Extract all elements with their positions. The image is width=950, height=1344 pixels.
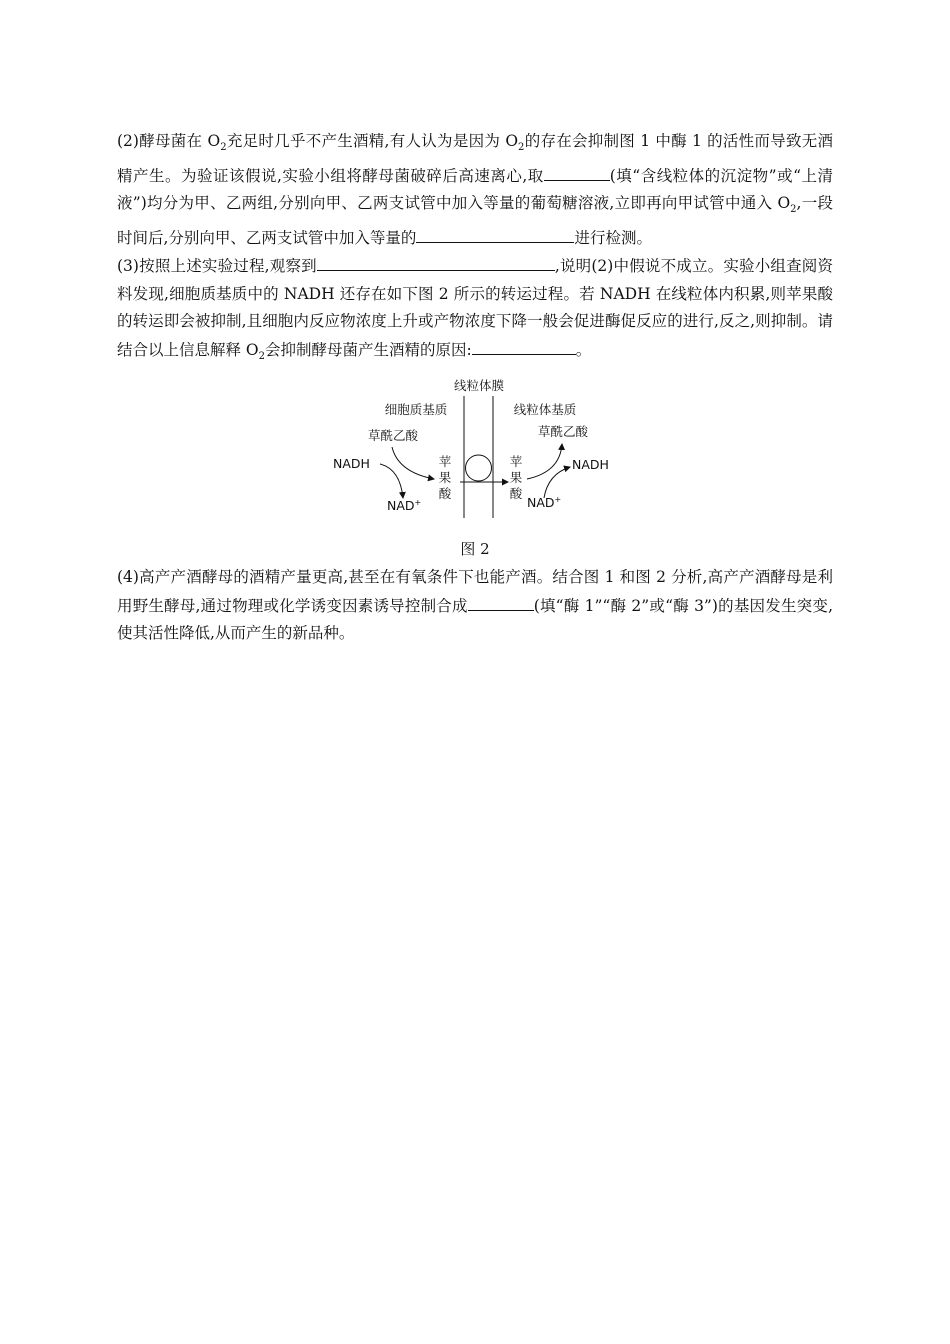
malate-right-char-2: 果 — [509, 470, 523, 486]
answer-blank-q2-2[interactable] — [416, 224, 574, 243]
nad-to-nadh-right-arrow — [544, 467, 570, 498]
q2-subscript-2: 2 — [518, 142, 525, 154]
nad-left-label: NAD+ — [387, 498, 422, 514]
q3-subscript-1: 2 — [258, 350, 266, 362]
q2-subscript-3: 2 — [790, 204, 797, 216]
q4-text-2: (填“酶 1”“酶 2”或“酶 3”)的基因发生突变,使其活性降低,从而产生的新品种。 — [117, 596, 833, 643]
malate-left-char-1: 苹 — [438, 454, 452, 470]
question-content — [117, 128, 833, 648]
q2-text-3: 的存在会抑制图 1 中酶 1 的活性而导致无酒精产生。为验证该假说,实验小组将酵母菌破碎后高速离心,取 — [117, 132, 834, 185]
answer-blank-q3-2[interactable] — [472, 336, 576, 355]
answer-blank-q3-1[interactable] — [317, 252, 555, 271]
figure-2-caption: 图 2 — [460, 540, 490, 559]
question-4 — [117, 564, 833, 648]
malate-right-char-3: 酸 — [509, 486, 523, 502]
malate-shuttle-diagram — [332, 376, 622, 536]
q2-text-1: (2)酵母菌在 O — [117, 132, 221, 150]
q2-text-2: 充足时几乎不产生酒精,有人认为是因为 O — [226, 132, 519, 150]
oxaloacetate-to-malate-arrow — [392, 447, 434, 479]
question-3 — [117, 252, 833, 370]
malate-left-char-2: 果 — [438, 470, 452, 486]
q3-text-4: 。 — [575, 340, 592, 359]
q2-subscript-1: 2 — [220, 142, 227, 154]
answer-blank-q4[interactable] — [468, 592, 534, 611]
q3-text-3: 会抑制酵母菌产生酒精的原因: — [265, 340, 472, 359]
q2-text-6: 进行检测。 — [574, 228, 652, 247]
nadh-right-label: NADH — [572, 457, 609, 473]
question-2 — [117, 128, 833, 252]
matrix-label: 线粒体基质 — [513, 402, 577, 418]
q3-text-2: ,说明(2)中假说不成立。实验小组查阅资料发现,细胞质基质中的 NADH 还存在如下图 2 所示的转运过程。若 NADH 在线粒体内积累,则苹果酸的转运即会被抑制,且细胞内反应物浓度上升或产物浓度下降一般会促进酶促反应的进行,反之,则抑制。请结合以上信息解释 O — [117, 257, 833, 359]
nad-right-label: NAD+ — [527, 495, 562, 511]
nadh-left-label: NADH — [333, 456, 370, 472]
nadh-to-nad-left-arrow — [380, 464, 403, 498]
cytoplasm-label: 细胞质基质 — [384, 402, 448, 418]
oxaloacetate-left-label: 草酰乙酸 — [367, 428, 419, 444]
q4-text-1: (4)高产产酒酵母的酒精产量更高,甚至在有氧条件下也能产酒。结合图 1 和图 2 分析,高产产酒酵母是利用野生酵母,通过物理或化学诱变因素诱导控制合成 — [117, 568, 833, 615]
membrane-label: 线粒体膜 — [453, 378, 505, 394]
q2-text-5: ,一段时间后,分别向甲、乙两支试管中加入等量的 — [117, 194, 833, 247]
q2-text-4: (填“含线粒体的沉淀物”或“上清液”)均分为甲、乙两组,分别向甲、乙两支试管中加入等量的葡萄糖溶液,立即再向甲试管中通入 O — [117, 166, 833, 213]
malate-right-char-1: 苹 — [509, 454, 523, 470]
answer-blank-q2-1[interactable] — [544, 162, 610, 181]
oxaloacetate-right-label: 草酰乙酸 — [537, 424, 589, 440]
figure-2 — [117, 376, 833, 536]
malate-left-char-3: 酸 — [438, 486, 452, 502]
q3-text-1: (3)按照上述实验过程,观察到 — [117, 257, 317, 276]
transporter-circle — [466, 455, 492, 481]
